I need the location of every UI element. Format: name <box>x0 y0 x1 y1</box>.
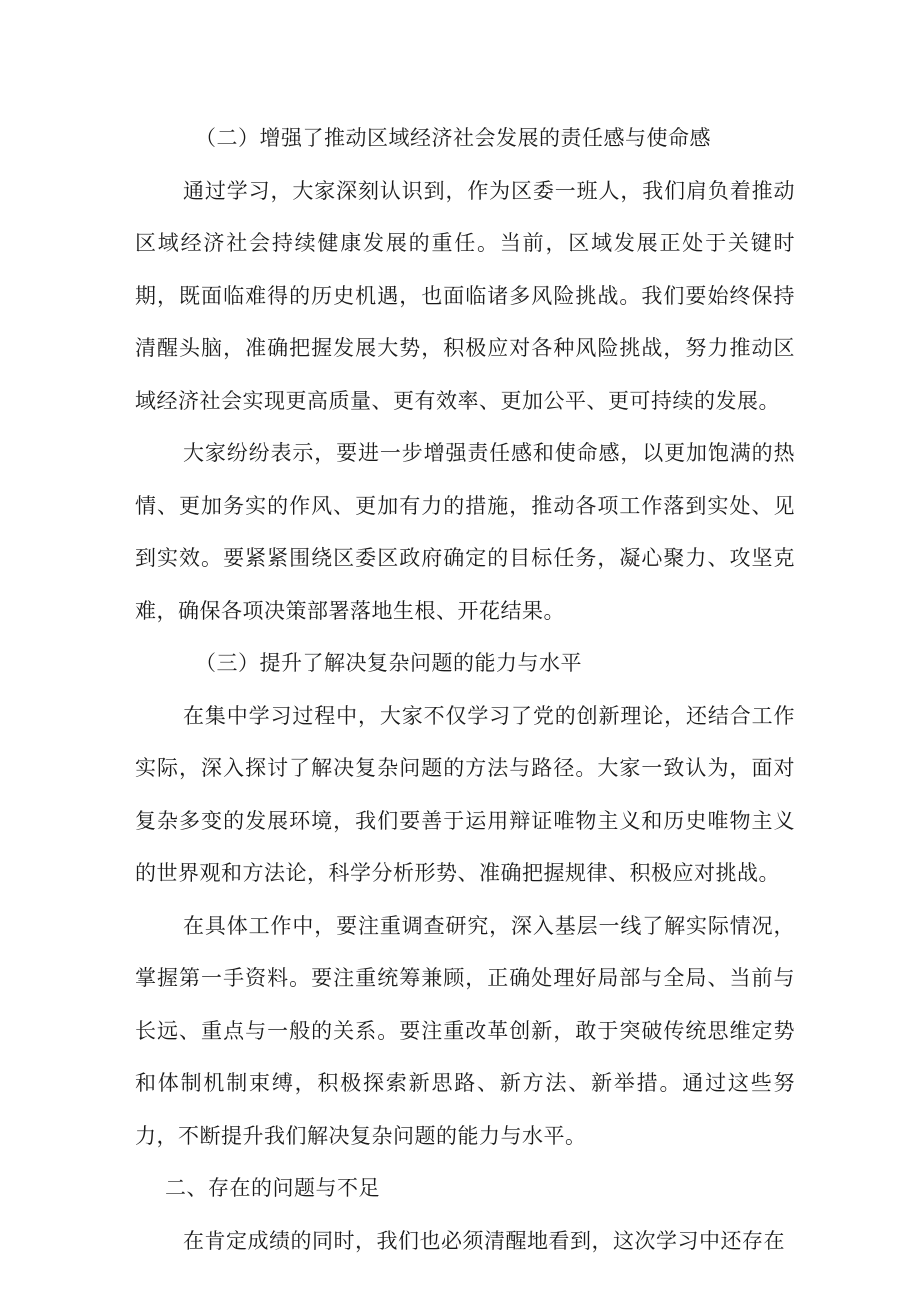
paragraph-4: 在具体工作中，要注重调查研究，深入基层一线了解实际情况，掌握第一手资料。要注重统筹兼顾，正确处理好局部与全局、当前与长远、重点与一般的关系。要注重改革创新，敢于突破传统思维定势和体制机制束缚，积极探索新思路、新方法、新举措。通过这些努力，不断提升我们解决复杂问题的能力与水平。 <box>135 913 795 1148</box>
paragraph-2: 大家纷纷表示，要进一步增强责任感和使命感，以更加饱满的热情、更加务实的作风、更加有力的措施，推动各项工作落到实处、见到实效。要紧紧围绕区委区政府确定的目标任务，凝心聚力、攻坚克难，确保各项决策部署落地生根、开花结果。 <box>135 441 795 623</box>
subheading-2: （二）增强了推动区域经济社会发展的责任感与使命感 <box>195 126 711 150</box>
paragraph-3: 在集中学习过程中，大家不仅学习了党的创新理论，还结合工作实际，深入探讨了解决复杂问题的方法与路径。大家一致认为，面对复杂多变的发展环境，我们要善于运用辩证唯物主义和历史唯物主义的世界观和方法论，科学分析形势、准确把握规律、积极应对挑战。 <box>135 703 795 885</box>
paragraph-5: 在肯定成绩的同时，我们也必须清醒地看到，这次学习中还存在 <box>183 1228 785 1253</box>
section-heading-2: 二、存在的问题与不足 <box>165 1176 380 1200</box>
paragraph-1: 通过学习，大家深刻认识到，作为区委一班人，我们肩负着推动区域经济社会持续健康发展的重任。当前，区域发展正处于关键时期，既面临难得的历史机遇，也面临诸多风险挑战。我们要始终保持清醒头脑，准确把握发展大势，积极应对各种风险挑战，努力推动区域经济社会实现更高质量、更有效率、更加公平、更可持续的发展。 <box>135 178 795 413</box>
subheading-3: （三）提升了解决复杂问题的能力与水平 <box>195 651 582 675</box>
document-body <box>135 112 795 1267</box>
